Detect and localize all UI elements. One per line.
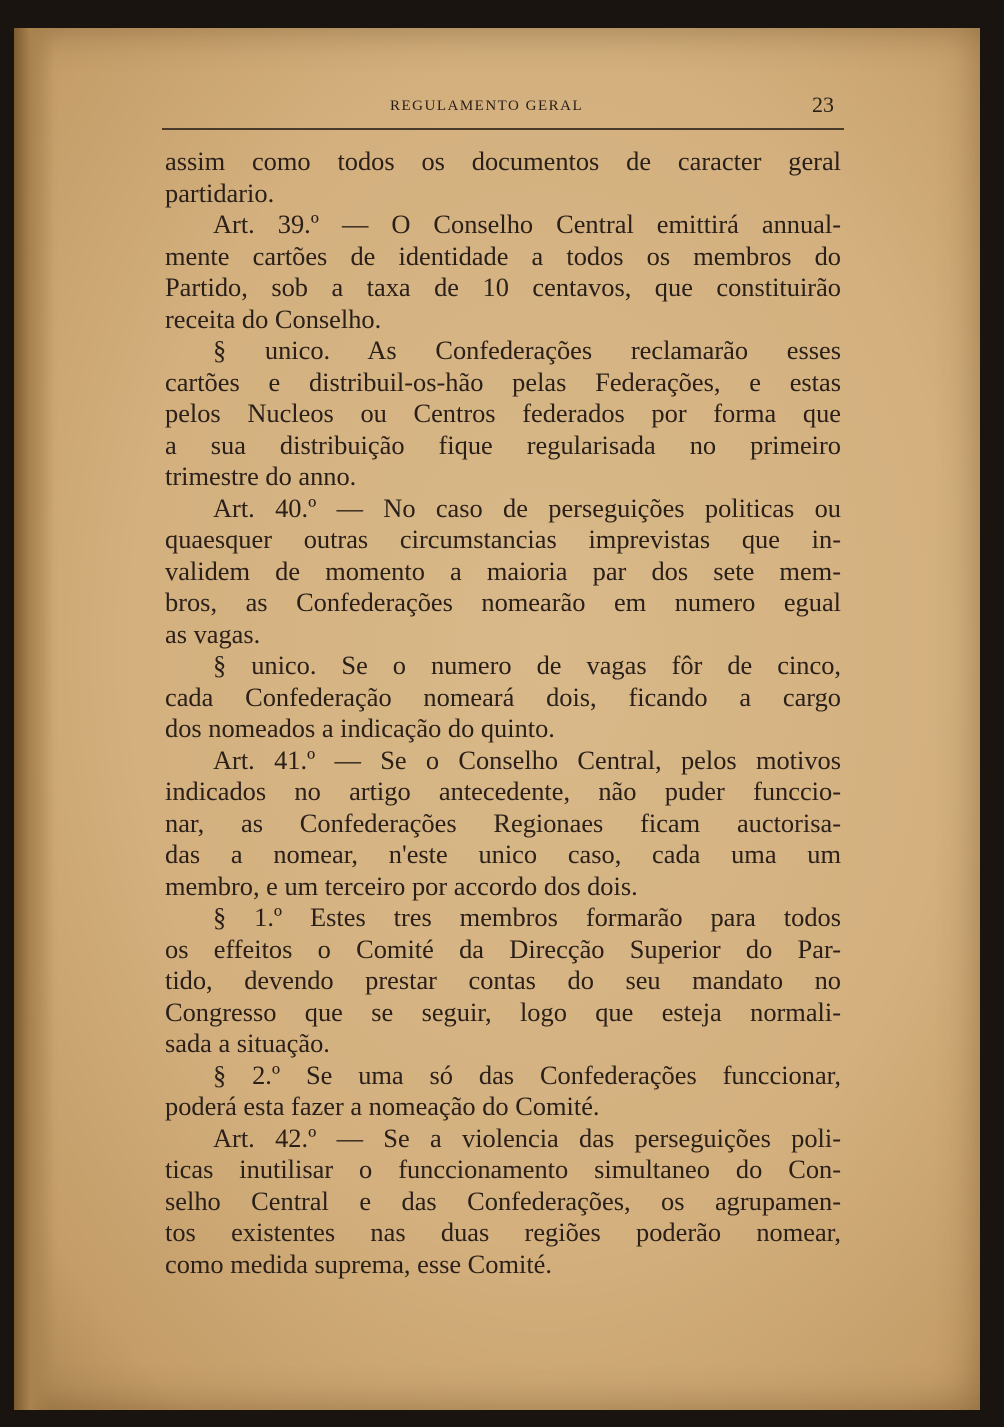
text-line: indicados no artigo antecedente, não puder funccio- xyxy=(165,776,841,806)
text-line: § unico. As Confederações reclamarão esses xyxy=(213,335,841,365)
text-line: trimestre do anno. xyxy=(165,461,357,491)
text-line: § 1.º Estes tres membros formarão para todos xyxy=(213,902,841,932)
text-line: quaesquer outras circumstancias imprevistas que in- xyxy=(165,524,841,554)
text-line: Congresso que se seguir, logo que esteja normali- xyxy=(165,996,841,1027)
running-title: REGULAMENTO GERAL xyxy=(390,98,584,114)
text-line: tos existentes nas duas regiões poderão nomear, xyxy=(165,1217,841,1247)
text-line: § unico. Se o numero de vagas fôr de cinco, xyxy=(213,650,841,680)
text-line: tido, devendo prestar contas do seu mandato no xyxy=(165,965,841,995)
book-page xyxy=(14,28,980,1410)
page-gutter-shadow xyxy=(14,28,54,1410)
text-line: ticas inutilisar o funccionamento simultaneo do Con- xyxy=(165,1154,841,1184)
page-number: 23 xyxy=(812,92,834,117)
text-line: a sua distribuição fique regularisada no primeiro xyxy=(165,429,841,460)
text-line: mente cartões de identidade a todos os membros do xyxy=(165,240,841,271)
text-line: Art. 41.º — Se o Conselho Central, pelos motivos xyxy=(213,744,841,775)
text-line: validem de momento a maioria par dos sete mem- xyxy=(165,555,841,586)
text-line: assim como todos os documentos de caracter geral xyxy=(165,146,841,176)
text-line: pelos Nucleos ou Centros federados por forma que xyxy=(165,398,841,428)
text-line: Art. 40.º — No caso de perseguições politicas ou xyxy=(213,492,841,523)
text-line: § 2.º Se uma só das Confederações funccionar, xyxy=(213,1059,841,1090)
text-line: as vagas. xyxy=(165,618,261,649)
text-line: sada a situação. xyxy=(165,1028,330,1058)
text-line: das a nomear, n'este unico caso, cada uma um xyxy=(165,839,841,869)
text-line: os effeitos o Comité da Direcção Superior do Par- xyxy=(165,933,841,964)
text-line: como medida suprema, esse Comité. xyxy=(165,1248,552,1279)
text-line: poderá esta fazer a nomeação do Comité. xyxy=(165,1091,600,1121)
text-line: membro, e um terceiro por accordo dos dois. xyxy=(165,870,638,901)
text-line: partidario. xyxy=(165,177,275,208)
text-line: dos nomeados a indicação do quinto. xyxy=(165,713,555,743)
text-line: Art. 42.º — Se a violencia das perseguições poli- xyxy=(213,1122,841,1153)
text-line: Partido, sob a taxa de 10 centavos, que constituirão xyxy=(165,272,841,302)
header-rule xyxy=(162,128,844,130)
text-line: bros, as Confederações nomearão em numero egual xyxy=(165,587,841,617)
text-line: Art. 39.º — O Conselho Central emittirá annual- xyxy=(213,209,841,239)
body-text xyxy=(165,146,841,1280)
text-line: selho Central e das Confederações, os agrupamen- xyxy=(165,1185,841,1216)
page-header xyxy=(164,92,844,128)
text-line: cada Confederação nomeará dois, ficando a cargo xyxy=(165,681,841,712)
text-line: cartões e distribuil-os-hão pelas Federações, e estas xyxy=(165,366,841,397)
text-line: receita do Conselho. xyxy=(165,303,382,334)
text-line: nar, as Confederações Regionaes ficam auctorisa- xyxy=(165,807,841,838)
